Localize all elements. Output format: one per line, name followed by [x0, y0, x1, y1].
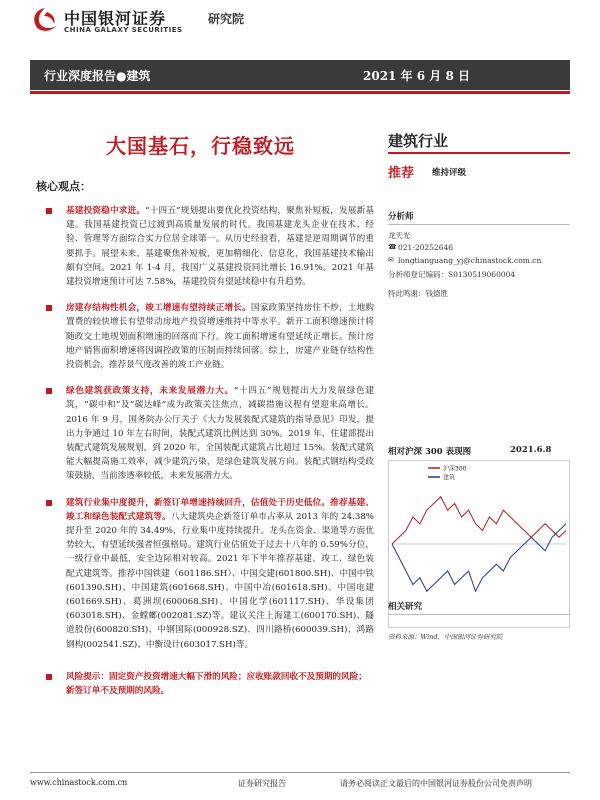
- logo-english-name: CHINA GALAXY SECURITIES: [64, 26, 183, 34]
- bullet-lead: 基建投资稳中求进。: [66, 206, 146, 216]
- chart-source: 资料来源：Wind，中国银河证券研究院: [388, 633, 503, 641]
- chart-title: 相对沪深 300 表现图: [388, 447, 472, 457]
- bullet-lead: 建筑行业集中度提升，新签订单增速持续回升，估值处于历史低位。推荐基建、竣工和绿色装配式建筑等。: [66, 497, 374, 522]
- bullet-square-icon: [46, 388, 52, 394]
- risk-text: 风险提示：固定资产投资增速大幅下滑的风险；应收账款回收不及预期的风险；新签订单不及预期的风险。: [66, 672, 367, 697]
- logo-institute: 研究院: [208, 12, 245, 26]
- list-item: [44, 204, 374, 289]
- footer-report-type: 证券研究报告: [238, 779, 286, 788]
- list-item: [44, 496, 374, 652]
- page-title: 大国基石，行稳致远: [106, 134, 295, 158]
- company-logo: [30, 4, 330, 36]
- footer-disclaimer: 请务必阅读正文最后的中国银河证券股份公司免责声明: [340, 779, 532, 788]
- galaxy-logo-icon: [30, 6, 60, 34]
- industry-name: 建筑行业: [388, 132, 449, 150]
- bullet-text: “十四五”规划提出要优化投资结构，聚焦补短板，发展新基建。我国基建投资已过渡到高质量发展的时代。我国基建龙头企业在技术、经验、管理等方面综合实力位居全球第一。从历史经验看，基建是逆周期调节的重要抓手。展望未来，基建聚焦补短板，更加精细化、信息化，我国基建技术输出颇有空间。2021 年 1-4 月，我国广义基建投资同比增长 16.91%。2021 年基建投资增速预计可达 7.58%，基建投资有望延续稳中有升趋势。: [66, 206, 374, 288]
- rating-badge: 推荐: [388, 166, 415, 181]
- report-date: 2021 年 6 月 8 日: [363, 69, 470, 83]
- chart-date: 2021.6.8: [510, 445, 552, 455]
- bullet-lead: 绿色建筑获政策支持，未来发展潜力大。: [66, 386, 234, 397]
- list-item: [44, 301, 374, 372]
- analyst-email[interactable]: [388, 256, 541, 265]
- risk-warning: [44, 670, 374, 698]
- series-line-1: [392, 524, 566, 592]
- bullet-text: “十四五”规划提出大力发展绿色建筑，“碳中和”及“碳达峰”成为政策关注焦点，减碳措施议程有望迎来高增长。2016 年 9 月，国务院办公厅关于《大力发展装配式建筑的指导意见》印发，提出力争通过 10 年左右时间，装配式建筑比例达到 30%。2019 年，住建部提出装配式建筑发展规划，到 2020 年，全国装配式建筑占比超过 15%。装配式建筑能大幅提高施工效率，减少建筑污染，是绿色建筑发展方向。装配式钢结构受政策鼓励，当前渗透率较低，未来发展潜力大。: [66, 386, 374, 482]
- footer-url[interactable]: www.chinastock.com.cn: [30, 778, 128, 787]
- core-views-label: 核心观点：: [36, 180, 91, 193]
- bullet-square-icon: [46, 674, 52, 680]
- rating-status: 维持评级: [432, 168, 467, 178]
- analyst-heading: 分析师: [388, 212, 414, 222]
- industry-divider: [388, 152, 570, 154]
- analyst-name: 龙天光: [388, 231, 411, 240]
- analyst-cert: 分析师登记编码：S0130519060004: [388, 270, 516, 279]
- bullet-square-icon: [46, 500, 52, 506]
- banner-divider: [30, 91, 570, 94]
- phone-icon: ☎: [388, 243, 397, 251]
- bullet-text: 国家政策坚持房住不炒，土地购置费的较快增长有望带动房地产投资增速维持中等水平。新开工面积增速预计将随政交土地规划面积增速的回落而下行。竣工面积增速有望延续正增长。预计房地产销售面积增速将因调控政策的压制而持续回落。综上，房建产业链存结构性投资机会，推荐景气度改善的竣工产业链。: [66, 303, 374, 371]
- bullet-lead: 房建存结构性机会，竣工增速有望持续正增长。: [66, 303, 251, 314]
- report-type: 行业深度报告●建筑: [44, 69, 151, 83]
- legend-label-0: 沪深300: [443, 465, 467, 473]
- legend-label-1: 建筑: [443, 474, 456, 482]
- report-banner: [30, 60, 570, 90]
- related-research-heading: 相关研究: [388, 602, 423, 612]
- core-views-list: [44, 204, 374, 664]
- list-item: [44, 384, 374, 483]
- bullet-square-icon: [46, 208, 52, 214]
- logo-chinese-name: 中国银河证券: [64, 9, 167, 28]
- email-text[interactable]: longtianguang_yj@chinastock.com.cn: [398, 256, 542, 265]
- email-icon: ✉: [388, 256, 394, 264]
- phone-text: 021-20252646: [398, 243, 454, 252]
- bullet-text: 八大建筑央企新签订单市占率从 2013 年的 24.38%提升至 2020 年的 34.49%，行业集中度持续提升。龙头在资金、渠道等方面优势较大，有望延续强者恒强格局。建筑行业估值处于过去十八年的 0.59%分位，一级行业中最低，安全边际相对较高。2021 年下半年推荐基建、竣工、绿色装配式建筑等。推荐中国铁建（601186.SH）、中国交建(601800.SH)、中国中铁(601390.SH)、中国建筑(601668.SH)、中国中冶(601618.SH)、中国电建(601669.SH)、葛洲坝(600068.SH)、中国化学(601117.SH)、华设集团(603018.SH)、金螳螂(002081.SZ)等。建议关注上海建工(600170.SH)、隧道股份(600820.SH)、中钢国际(000928.SZ)、四川路桥(600039.SH)、鸿路钢构(002541.SZ)、中衡设计(603017.SH)等。: [66, 511, 374, 650]
- analyst-divider: [388, 224, 570, 225]
- acknowledgement: 特此鸣谢：钱德胜: [388, 289, 448, 298]
- series-line-0: [392, 497, 566, 544]
- related-divider: [388, 614, 570, 615]
- analyst-phone: [388, 243, 453, 252]
- footer-divider: [30, 772, 570, 773]
- bullet-square-icon: [46, 305, 52, 311]
